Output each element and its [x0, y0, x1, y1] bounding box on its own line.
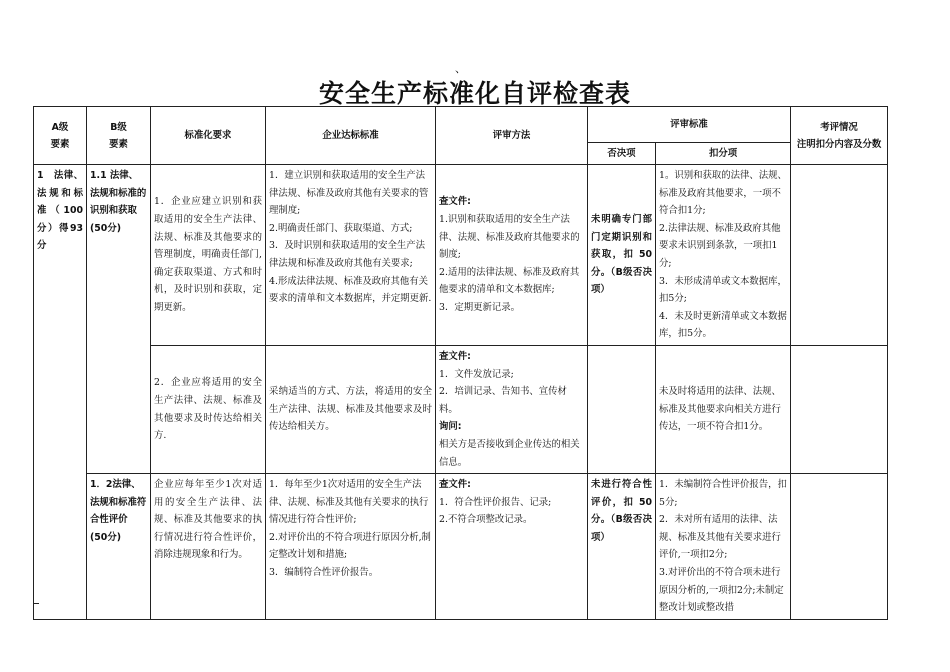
method-label: 查文件:	[439, 196, 471, 208]
enterprise-standard-cell: 1．建立识别和获取适用的安全生产法律法规、标准及政府其他有关要求的管理制度; 2.明确责任部门、获取渠道、方式; 3．及时识别和获取适用的安全生产法律法规和标准及政府其他有关要求; 4.形成法律法规、标准及政府其他有关要求的清单和文本数据库，并定期更新.	[266, 165, 436, 346]
inquiry-label: 询问:	[439, 421, 462, 433]
table-row	[34, 345, 888, 473]
header-evaluation: 考评情况 注明扣分内容及分数	[791, 107, 888, 165]
header-review-method: 评审方法	[436, 107, 588, 165]
requirement-cell: 企业应每年至少1次对适用的安全生产法律、法规、标准及其他要求的执行情况进行符合性评价，消除违规现象和行为。	[151, 474, 266, 620]
veto-cell: 未进行符合性评价，扣 50 分。（B级否决项）	[588, 474, 656, 620]
b-element-cell: 1.1 法律、法规和标准的识别和获取 (50分)	[87, 165, 151, 474]
header-standard-requirement: 标准化要求	[151, 107, 266, 165]
enterprise-standard-cell: 采纳适当的方式、方法，将适用的安全生产法律、法规、标准及其他要求及时传达给相关方。	[266, 345, 436, 473]
inquiry-text: 相关方是否接收到企业传达的相关信息。	[439, 438, 580, 468]
table-row	[34, 165, 888, 346]
enterprise-standard-cell: 1．每年至少1次对适用的安全生产法律、法规、标准及其他有关要求的执行情况进行符合性评价; 2.对评价出的不符合项进行原因分析,制定整改计划和措施; 3．编制符合性评价报告。	[266, 474, 436, 620]
self-evaluation-table	[33, 106, 888, 620]
table-row	[34, 474, 888, 620]
header-review-criteria: 评审标准	[588, 107, 791, 143]
header-b-element: B级 要素	[87, 107, 151, 165]
evaluation-cell	[791, 345, 888, 473]
page-title: 安全生产标准化自评检查表	[318, 79, 631, 108]
header-row	[34, 107, 888, 143]
review-method-cell	[436, 474, 588, 620]
requirement-cell: 1．企业应建立识别和获取适用的安全生产法律、法规、标准及其他要求的管理制度，明确责任部门,确定获取渠道、方式和时机，及时识别和获取，定期更新。	[151, 165, 266, 346]
header-a-element: A级 要素	[34, 107, 87, 165]
header-deduction: 扣分项	[656, 143, 791, 165]
margin-tick	[33, 603, 39, 604]
a-element-cell: 1 法律、法规和标准（100分）得93分	[34, 165, 87, 620]
deduction-cell: 1．未编制符合性评价报告，扣5分; 2．未对所有适用的法律、法规、标准及其他有关要求进行评价,一项扣2分; 3.对评价出的不符合项未进行原因分析的,一项扣2分;未制定整改计划或整改措	[656, 474, 791, 620]
method-text: 1．符合性评价报告、记录; 2.不符合项整改记录。	[439, 496, 552, 526]
deduction-cell: 未及时将适用的法律、法规、标准及其他要求向相关方进行传达，一项不符合扣1分。	[656, 345, 791, 473]
b-element-cell: 1．2法律、法规和标准符合性评价 (50分)	[87, 474, 151, 620]
evaluation-cell	[791, 474, 888, 620]
method-label: 查文件:	[439, 479, 471, 491]
method-label: 查文件:	[439, 350, 471, 362]
corner-mark: 、	[455, 62, 466, 75]
review-method-cell	[436, 165, 588, 346]
method-text: 1.识别和获取适用的安全生产法律、法规、标准及政府其他要求的制度; 2.适用的法律法规、标准及政府其他要求的清单和文本数据库; 3．定期更新记录。	[439, 213, 580, 313]
review-method-cell	[436, 345, 588, 473]
evaluation-cell	[791, 165, 888, 346]
header-enterprise-standard: 企业达标标准	[266, 107, 436, 165]
header-veto: 否决项	[588, 143, 656, 165]
veto-cell: 未明确专门部门定期识别和获取，扣 50 分。（B级否决项）	[588, 165, 656, 346]
deduction-cell: 1。识别和获取的法律、法规、标准及政府其他要求，一项不符合扣1分; 2.法律法规、标准及政府其他要求未识别到条款，一项扣1分; 3．未形成清单或文本数据库，扣5分; 4．未及时更新清单或文本数据库，扣5分。	[656, 165, 791, 346]
requirement-cell: 2．企业应将适用的安全生产法律、法规、标准及其他要求及时传达给相关方.	[151, 345, 266, 473]
method-text: 1．文件发放记录; 2．培训记录、告知书、宣传材料。	[439, 368, 567, 415]
veto-cell	[588, 345, 656, 473]
